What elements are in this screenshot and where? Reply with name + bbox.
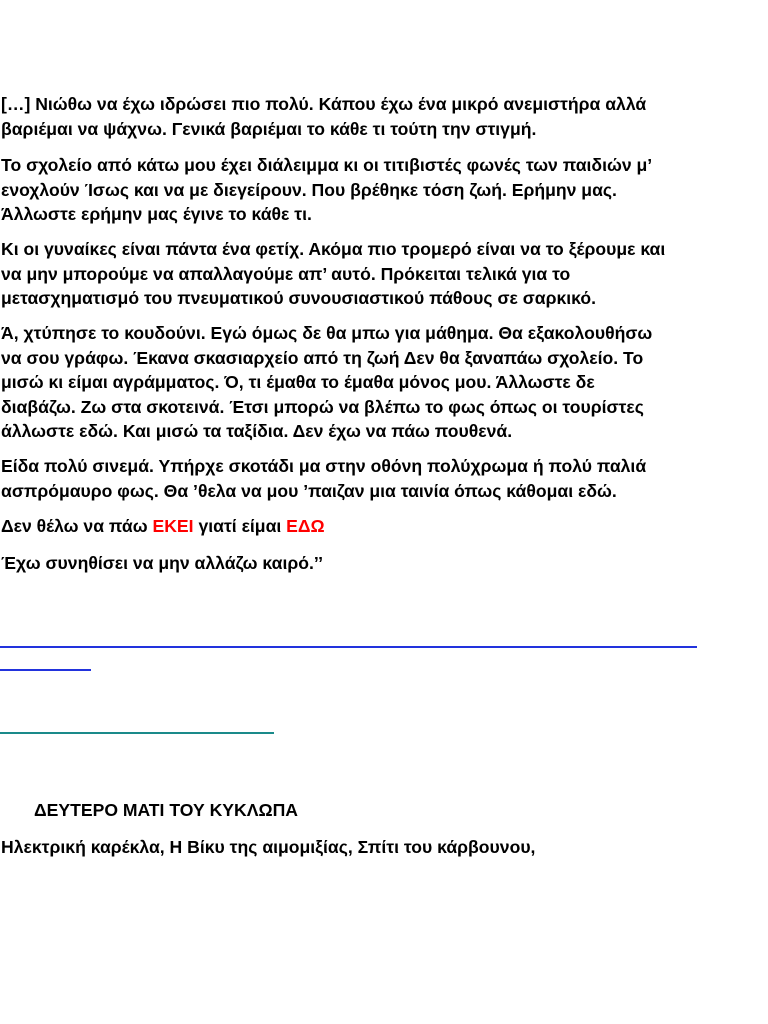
horizontal-rule-blue-short <box>0 669 91 671</box>
ekei-line-before: Δεν θέλω να πάω <box>1 516 153 536</box>
paragraph-1 <box>1 92 767 141</box>
paragraph-5 <box>1 454 767 503</box>
paragraph-line: άλλωστε εδώ. Και μισώ τα ταξίδια. Δεν έχω να πάω πουθενά. <box>1 421 513 441</box>
paragraph-line: διαβάζω. Ζω στα σκοτεινά. Έτσι μπορώ να βλέπω το φως όπως οι τουρίστες <box>1 396 644 417</box>
titles-list: Ηλεκτρική καρέκλα, Η Βίκυ της αιμομιξίας, Σπίτι του κάρβουνου, <box>1 837 536 857</box>
paragraph-line: ενοχλούν Ίσως και να με διεγείρουν. Που βρέθηκε τόση ζωή. Ερήμην μας. <box>1 179 617 200</box>
paragraph-line: ασπρόμαυρο φως. Θα ’θελα να μου ’παιζαν μια ταινία όπως κάθομαι εδώ. <box>1 480 617 501</box>
closing-line <box>1 551 767 576</box>
paragraph-3 <box>1 237 767 311</box>
paragraph-4 <box>1 321 767 444</box>
paragraph-line: να σου γράφω. Έκανα σκασιαρχείο από τη ζωή Δεν θα ξαναπάω σχολείο. Το <box>1 347 644 368</box>
ekei-emphasis: ΕΚΕΙ <box>152 516 194 536</box>
paragraph-line: μετασχηματισμό του πνευματικού συνουσιαστικού πάθους σε σαρκικό. <box>1 288 597 308</box>
paragraph-line: Το σχολείο από κάτω μου έχει διάλειμμα κι οι τιτιβιστές φωνές των παιδιών μ’ <box>1 155 653 175</box>
ekei-line-middle: γιατί είμαι <box>193 516 287 536</box>
paragraph-2 <box>1 153 767 227</box>
edo-emphasis: ΕΔΩ <box>286 516 325 536</box>
paragraph-line: Κι οι γυναίκες είναι πάντα ένα φετίχ. Ακόμα πιο τρομερό είναι να το ξέρουμε και <box>1 239 666 259</box>
paragraph-line: βαριέμαι να ψάχνω. Γενικά βαριέμαι το κάθε τι τούτη την στιγμή. <box>1 118 537 139</box>
horizontal-rule-teal <box>0 732 274 734</box>
horizontal-rule-blue-long <box>0 646 697 648</box>
paragraph-line: […] Νιώθω να έχω ιδρώσει πιο πολύ. Κάπου έχω ένα μικρό ανεμιστήρα αλλά <box>1 94 647 114</box>
ekei-edo-line <box>1 514 767 539</box>
paragraph-line: Είδα πολύ σινεμά. Υπήρχε σκοτάδι μα στην οθόνη πολύχρωμα ή πολύ παλιά <box>1 456 647 476</box>
paragraph-line: μισώ κι είμαι αγράμματος. Ό, τι έμαθα το έμαθα μόνος μου. Άλλωστε δε <box>1 372 595 392</box>
section-heading: ΔΕΥΤΕΡΟ ΜΑΤΙ ΤΟΥ ΚΥΚΛΩΠΑ <box>34 800 298 820</box>
paragraph-line: να μην μπορούμε να απαλλαγούμε απ’ αυτό. Πρόκειται τελικά για το <box>1 263 571 284</box>
paragraph-line: Ά, χτύπησε το κουδούνι. Εγώ όμως δε θα μπω για μάθημα. Θα εξακολουθήσω <box>1 323 653 343</box>
closing-text: Έχω συνηθίσει να μην αλλάζω καιρό.’’ <box>1 553 323 573</box>
paragraph-line: Άλλωστε ερήμην μας έγινε το κάθε τι. <box>1 204 312 224</box>
